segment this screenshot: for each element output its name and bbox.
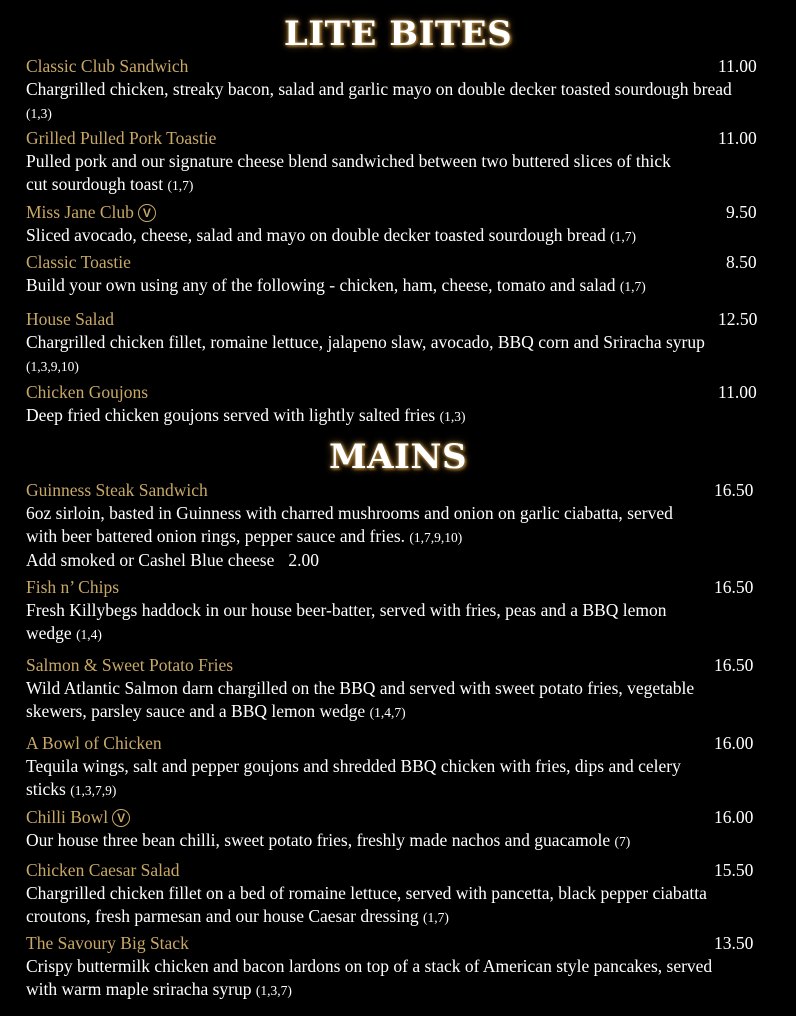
item-price: 16.00	[714, 733, 754, 753]
addon-price: 2.00	[288, 550, 319, 570]
item-allergens: (1,7)	[423, 910, 449, 925]
item-name: The Savoury Big Stack	[26, 933, 189, 953]
item-price: 9.50	[726, 202, 757, 222]
menu-item	[26, 309, 766, 378]
item-name: Chicken Caesar Salad	[26, 860, 180, 880]
item-price: 16.00	[714, 807, 754, 827]
item-allergens: (1,3,7,9)	[70, 783, 117, 798]
item-price: 16.50	[714, 577, 754, 597]
item-allergens: (1,3)	[439, 409, 466, 424]
item-allergens: (1,3,7)	[255, 983, 292, 998]
item-description: Wild Atlantic Salmon darn chargilled on the BBQ and served with sweet potato fries, vegetable skewers, parsley sauce and a BBQ lemon wedge (1,4,7)	[26, 678, 695, 721]
item-allergens: (7)	[614, 834, 631, 849]
item-name: Fish n’ Chips	[26, 577, 120, 597]
item-allergens: (1,4)	[76, 627, 102, 642]
menu-item	[26, 733, 766, 802]
menu-item	[26, 128, 766, 197]
menu-item	[26, 577, 766, 646]
item-price: 11.00	[718, 128, 757, 148]
item-name: Chicken Goujons	[26, 382, 149, 402]
item-price: 16.50	[714, 480, 754, 500]
item-description: Sliced avocado, cheese, salad and mayo on double decker toasted sourdough bread (1,7)	[26, 225, 636, 245]
item-price: 12.50	[718, 309, 758, 329]
item-description: Deep fried chicken goujons served with lightly salted fries (1,3)	[26, 405, 466, 425]
item-description: 6oz sirloin, basted in Guinness with charred mushrooms and onion on garlic ciabatta, served with beer battered onion rings, pepper sauce and fries. (1,7,9,10)	[26, 503, 673, 546]
item-allergens: (1,7)	[610, 229, 636, 244]
menu-item	[26, 202, 766, 248]
item-description: Chargrilled chicken, streaky bacon, salad and garlic mayo on double decker toasted sourdough bread (1,3)	[26, 79, 732, 121]
item-description: Chargrilled chicken fillet on a bed of romaine lettuce, served with pancetta, black pepper ciabatta croutons, fresh parmesan and our house Caesar dressing (1,7)	[26, 883, 707, 926]
item-name: Classic Club Sandwich	[26, 56, 189, 76]
item-price: 8.50	[726, 252, 757, 272]
menu-item	[26, 56, 766, 125]
item-allergens: (1,7)	[167, 178, 194, 193]
vegan-icon: V	[112, 809, 130, 827]
item-description: Our house three bean chilli, sweet potato fries, freshly made nachos and guacamole (7)	[26, 830, 631, 850]
item-description: Chargrilled chicken fillet, romaine lettuce, jalapeno slaw, avocado, BBQ corn and Sriracha syrup (1,3,9,10)	[26, 332, 705, 374]
menu-item	[26, 807, 766, 853]
menu-item	[26, 933, 766, 1002]
item-description: Pulled pork and our signature cheese blend sandwiched between two buttered slices of thick cut sourdough toast (1,7)	[26, 151, 671, 194]
menu-item	[26, 480, 766, 572]
menu-item	[26, 252, 766, 298]
item-price: 16.50	[714, 655, 754, 675]
item-description: Tequila wings, salt and pepper goujons and shredded BBQ chicken with fries, dips and celery sticks (1,3,7,9)	[26, 756, 681, 799]
item-allergens: (1,7,9,10)	[409, 530, 463, 545]
item-price: 13.50	[714, 933, 754, 953]
item-name: Chilli Bowl V	[26, 807, 130, 828]
item-name: A Bowl of Chicken	[26, 733, 162, 753]
item-description: Crispy buttermilk chicken and bacon lardons on top of a stack of American style pancakes, served with warm maple sriracha syrup (1,3,7)	[26, 956, 713, 999]
item-allergens: (1,7)	[619, 279, 646, 294]
menu-item	[26, 860, 766, 929]
item-allergens: (1,3,9,10)	[26, 359, 79, 374]
menu-item	[26, 382, 766, 428]
item-price: 15.50	[714, 860, 754, 880]
item-name: Grilled Pulled Pork Toastie	[26, 128, 217, 148]
item-price: 11.00	[718, 56, 757, 76]
item-allergens: (1,4,7)	[369, 705, 406, 720]
menu-item	[26, 655, 766, 724]
section-title-lite-bites: LITE BITES	[283, 14, 513, 54]
item-description: Build your own using any of the following - chicken, ham, cheese, tomato and salad (1,7)	[26, 275, 646, 295]
item-name: Classic Toastie	[26, 252, 131, 272]
vegan-icon: V	[138, 204, 156, 222]
item-name: House Salad	[26, 309, 114, 329]
item-name: Miss Jane Club V	[26, 202, 156, 223]
item-addon: Add smoked or Cashel Blue cheese 2.00	[26, 550, 319, 570]
section-title-mains: MAINS	[328, 437, 468, 477]
item-price: 11.00	[718, 382, 757, 402]
item-name: Salmon & Sweet Potato Fries	[26, 655, 234, 675]
item-allergens: (1,3)	[26, 106, 52, 121]
item-name: Guinness Steak Sandwich	[26, 480, 208, 500]
item-description: Fresh Killybegs haddock in our house beer-batter, served with fries, peas and a BBQ lemon wedge (1,4)	[26, 600, 667, 643]
